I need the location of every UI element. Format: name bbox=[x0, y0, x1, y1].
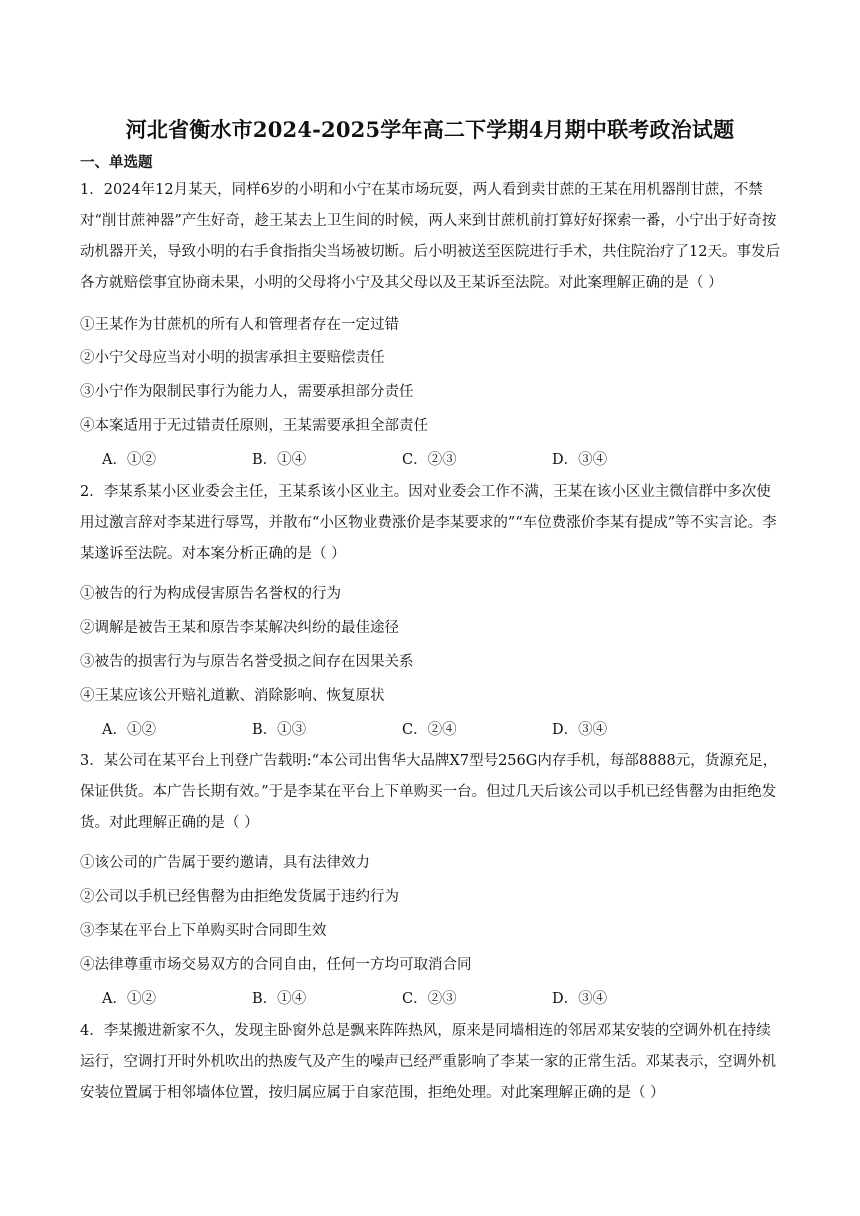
question-3-option-3: ③李某在平台上下单购买时合同即生效 bbox=[80, 923, 327, 939]
question-2-choice-a: A．①② bbox=[102, 722, 156, 738]
question-2-choice-b: B．①③ bbox=[252, 722, 307, 738]
question-2-option-3: ③被告的损害行为与原告名誉受损之间存在因果关系 bbox=[80, 654, 414, 670]
question-1-option-3: ③小宁作为限制民事行为能力人，需要承担部分责任 bbox=[80, 384, 414, 400]
question-2-stem: 2．李某系某小区业委会主任，王某系该小区业主。因对业委会工作不满，王某在该小区业主微信群中多次使用过激言辞对李某进行辱骂，并散布“小区物业费涨价是李某要求的”“车位费涨价李某有提成”等不实言论。李某遂诉至法院。对本案分析正确的是（ ） bbox=[80, 484, 777, 562]
question-2-option-2: ②调解是被告王某和原告李某解决纠纷的最佳途径 bbox=[80, 620, 399, 636]
question-3-choice-b: B．①④ bbox=[252, 991, 307, 1007]
question-3-choices bbox=[102, 989, 702, 1009]
question-1-choice-a: A．①② bbox=[102, 452, 156, 468]
question-3-choice-c: C．②③ bbox=[402, 991, 457, 1007]
question-2-choices bbox=[102, 720, 702, 740]
question-4-stem: 4．李某搬进新家不久，发现主卧窗外总是飘来阵阵热风，原来是同墙相连的邻居邓某安装的空调外机在持续运行，空调打开时外机吹出的热废气及产生的噪声已经严重影响了李某一家的正常生活。邓某表示，空调外机安装位置属于相邻墙体位置，按归属应属于自家范围，拒绝处理。对此案理解正确的是（ ） bbox=[80, 1023, 776, 1101]
page-title: 河北省衡水市2024-2025学年高二下学期4月期中联考政治试题 bbox=[125, 117, 735, 142]
question-3-option-1: ①该公司的广告属于要约邀请，具有法律效力 bbox=[80, 855, 370, 871]
question-3-option-2: ②公司以手机已经售罄为由拒绝发货属于违约行为 bbox=[80, 889, 399, 905]
question-1-option-4: ④本案适用于无过错责任原则，王某需要承担全部责任 bbox=[80, 418, 428, 434]
question-1-stem: 1．2024年12月某天，同样6岁的小明和小宁在某市场玩耍，两人看到卖甘蔗的王某在用机器削甘蔗，不禁对“削甘蔗神器”产生好奇，趁王某去上卫生间的时候，两人来到甘蔗机前打算好好探索一番，小宁出于好奇按动机器开关，导致小明的右手食指指尖当场被切断。后小明被送至医院进行手术，共住院治疗了12天。事发后各方就赔偿事宜协商未果，小明的父母将小宁及其父母以及王某诉至法院。对此案理解正确的是（ ） bbox=[80, 182, 780, 291]
question-2-choice-c: C．②④ bbox=[402, 722, 457, 738]
question-3-choice-d: D．③④ bbox=[552, 991, 608, 1007]
question-1-choice-d: D．③④ bbox=[552, 452, 608, 468]
question-1-choices bbox=[102, 450, 702, 470]
question-3-choice-a: A．①② bbox=[102, 991, 156, 1007]
question-2-choice-d: D．③④ bbox=[552, 722, 608, 738]
section-heading: 一、单选题 bbox=[80, 154, 153, 171]
question-3-option-4: ④法律尊重市场交易双方的合同自由，任何一方均可取消合同 bbox=[80, 957, 472, 973]
question-2-option-1: ①被告的行为构成侵害原告名誉权的行为 bbox=[80, 586, 341, 602]
question-1-choice-c: C．②③ bbox=[402, 452, 457, 468]
question-2-option-4: ④王某应该公开赔礼道歉、消除影响、恢复原状 bbox=[80, 688, 385, 704]
question-1-choice-b: B．①④ bbox=[252, 452, 307, 468]
question-3-stem: 3．某公司在某平台上刊登广告载明:“本公司出售华大品牌X7型号256G内存手机，每部8888元，货源充足，保证供货。本广告长期有效。”于是李某在平台上下单购买一台。但过几天后该公司以手机已经售罄为由拒绝发货。对此理解正确的是（ ） bbox=[80, 753, 778, 831]
question-1-option-2: ②小宁父母应当对小明的损害承担主要赔偿责任 bbox=[80, 350, 385, 366]
question-1-option-1: ①王某作为甘蔗机的所有人和管理者存在一定过错 bbox=[80, 317, 399, 333]
